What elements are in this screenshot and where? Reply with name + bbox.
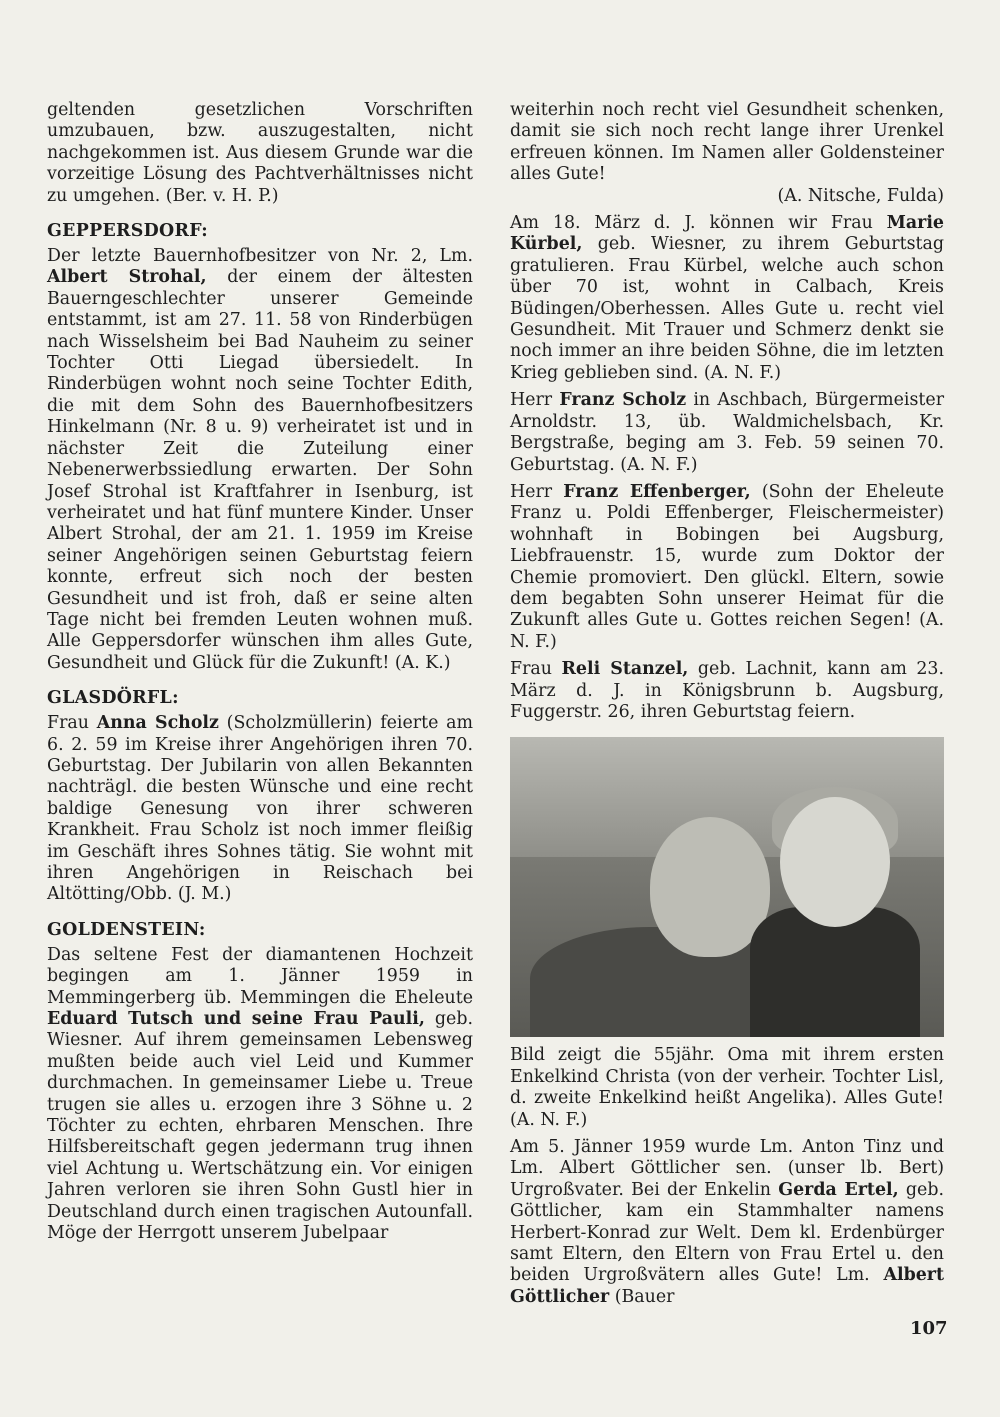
paragraph-franz-scholz: Herr Franz Scholz in Aschbach, Bürgermeister Arnoldstr. 13, üb. Waldmichelsbach, Kr. Bergstraße, beging am 3. Feb. 59 seinen 70. Geburtstag. (A. N. F.) bbox=[510, 390, 945, 475]
heading-geppersdorf: GEPPERSDORF: bbox=[47, 221, 208, 242]
name-albert-strohal: Albert Strohal, bbox=[47, 267, 207, 288]
name-eduard-tutsch: Eduard Tutsch und seine Frau Pauli, bbox=[47, 1009, 425, 1030]
left-column bbox=[47, 100, 473, 1245]
paragraph-goettlicher: Am 5. Jänner 1959 wurde Lm. Anton Tinz und Lm. Albert Göttlicher sen. (unser lb. Bert) Urgroßvater. Bei der Enkelin Gerda Ertel, geb. Göttlicher, kam ein Stammhalter namens Herbert-Konrad zur Welt. Dem kl. Erdenbürger samt Eltern, den Eltern von Frau Ertel u. den beiden Urgroßvätern alles Gute! Lm. Albert Göttlicher (Bauer bbox=[510, 1137, 944, 1307]
heading-glasdoerfl: GLASDÖRFL: bbox=[47, 688, 179, 709]
paragraph-tutsch: Das seltene Fest der diamantenen Hochzeit begingen am 1. Jänner 1959 in Memmingerberg üb. Memmingen die Eheleute Eduard Tutsch und seine Frau Pauli, geb. Wiesner. Auf ihrem gemeinsamen Lebensweg mußten beide auch viel Leid und Kummer durchmachen. In gemeinsamer Liebe u. Treue trugen sie alles u. erzogen ihre 3 Söhne u. 2 Töchter zu echten, ehrbaren Menschen. Ihre Hilfsbereitschaft gegen jedermann trug ihnen viel Achtung u. Wertschätzung ein. Vor einigen Jahren verloren sie ihren Sohn Gustl hier in Deutschland durch einen tragischen Autounfall. Möge der Herrgott unserem Jubelpaar bbox=[47, 944, 473, 1244]
paragraph-strohal: Der letzte Bauernhofbesitzer von Nr. 2, Lm. Albert Strohal, der einem der ältesten Bauerngeschlechter unserer Gemeinde entstammt, ist am 27. 11. 58 von Rinderbügen nach Wisselsheim bei Bad Nauheim zu seiner Tochter Otti Liegad übersiedelt. In Rinderbügen wohnt noch seine Tochter Edith, die mit dem Sohn des Bauernhofbesitzers Hinkelmann (Nr. 8 u. 9) verheiratet ist und in nächster Zeit die Zuteilung einer Nebenerwerbssiedlung erwarten. Der Sohn Josef Strohal ist Kraftfahrer in Isenburg, ist verheiratet und hat fünf muntere Kinder. Unser Albert Strohal, der am 21. 1. 1959 im Kreise seiner Angehörigen seinen Geburtstag feiern konnte, erfreut sich noch der besten Gesundheit und ist froh, daß er seine alten Tage nicht bei fremden Leuten wohnen muß. Alle Geppersdorfer wünschen ihm alles Gute, Gesundheit und Glück für die Zukunft! (A. K.) bbox=[47, 246, 473, 673]
signature-nitsche: (A. Nitsche, Fulda) bbox=[777, 185, 944, 206]
photo-oma-with-grandchild bbox=[510, 737, 944, 1037]
photo-caption: Bild zeigt die 55jähr. Oma mit ihrem ersten Enkelkind Christa (von der verheir. Tochter Lisl, d. zweite Enkelkind heißt Angelika). Alles Gute! (A. N. F.) bbox=[510, 1045, 944, 1130]
paragraph-continuation: weiterhin noch recht viel Gesundheit schenken, damit sie sich noch recht lange ihrer Urenkel erfreuen können. Im Namen aller Goldensteiner alles Gute! bbox=[510, 100, 944, 185]
name-marie-kuerbel: Marie Kürbel, bbox=[510, 213, 944, 255]
paragraph-intro: geltenden gesetzlichen Vorschriften umzubauen, bzw. auszugestalten, nicht nachgekommen ist. Aus diesem Grunde war die vorzeitige Lösung des Pachtverhältnisses nicht zu umgehen. (Ber. v. H. P.) bbox=[47, 100, 473, 206]
name-franz-effenberger: Franz Effenberger, bbox=[563, 481, 751, 502]
paragraph-scholz: Frau Anna Scholz (Scholzmüllerin) feierte am 6. 2. 59 im Kreise ihrer Angehörigen ihren 70. Geburtstag. Der Jubilarin von allen Bekannten nachträgl. die besten Wünsche und eine recht baldige Genesung von ihrer schweren Krankheit. Frau Scholz ist noch immer fleißig im Geschäft ihres Sohnes tätig. Sie wohnt mit ihren Angehörigen in Reischach bei Altötting/Obb. (J. M.) bbox=[47, 713, 473, 905]
name-gerda-ertel: Gerda Ertel, bbox=[778, 1179, 899, 1200]
name-anna-scholz: Anna Scholz bbox=[96, 713, 219, 734]
paragraph-kuerbel: Am 18. März d. J. können wir Frau Marie Kürbel, geb. Wiesner, zu ihrem Geburtstag gratulieren. Frau Kürbel, welche auch schon über 70 ist, wohnt in Calbach, Kreis Büdingen/Oberhessen. Alles Gute u. recht viel Gesundheit. Mit Trauer und Schmerz denkt sie noch immer an ihre beiden Söhne, die im letzten Krieg geblieben sind. (A. N. F.) bbox=[510, 213, 944, 383]
name-albert-goettlicher: Albert Göttlicher bbox=[510, 1265, 944, 1307]
paragraph-stanzel: Frau Reli Stanzel, geb. Lachnit, kann am 23. März d. J. in Königsbrunn b. Augsburg, Fuggerstr. 26, ihren Geburtstag feiern. bbox=[510, 659, 945, 722]
paragraph-effenberger: Herr Franz Effenberger, (Sohn der Eheleute Franz u. Poldi Effenberger, Fleischermeister) wohnhaft in Bobingen bei Augsburg, Liebfrauenstr. 15, wurde zum Doktor der Chemie promoviert. Den glückl. Eltern, sowie dem begabten Sohn unserer Heimat für die Zukunft alles Gute u. Gottes reichen Segen! (A. N. F.) bbox=[510, 481, 944, 652]
name-franz-scholz: Franz Scholz bbox=[559, 390, 687, 411]
name-reli-stanzel: Reli Stanzel, bbox=[561, 659, 689, 680]
right-column bbox=[510, 100, 944, 1308]
heading-goldenstein: GOLDENSTEIN: bbox=[47, 919, 206, 940]
page-number: 107 bbox=[910, 1318, 948, 1339]
